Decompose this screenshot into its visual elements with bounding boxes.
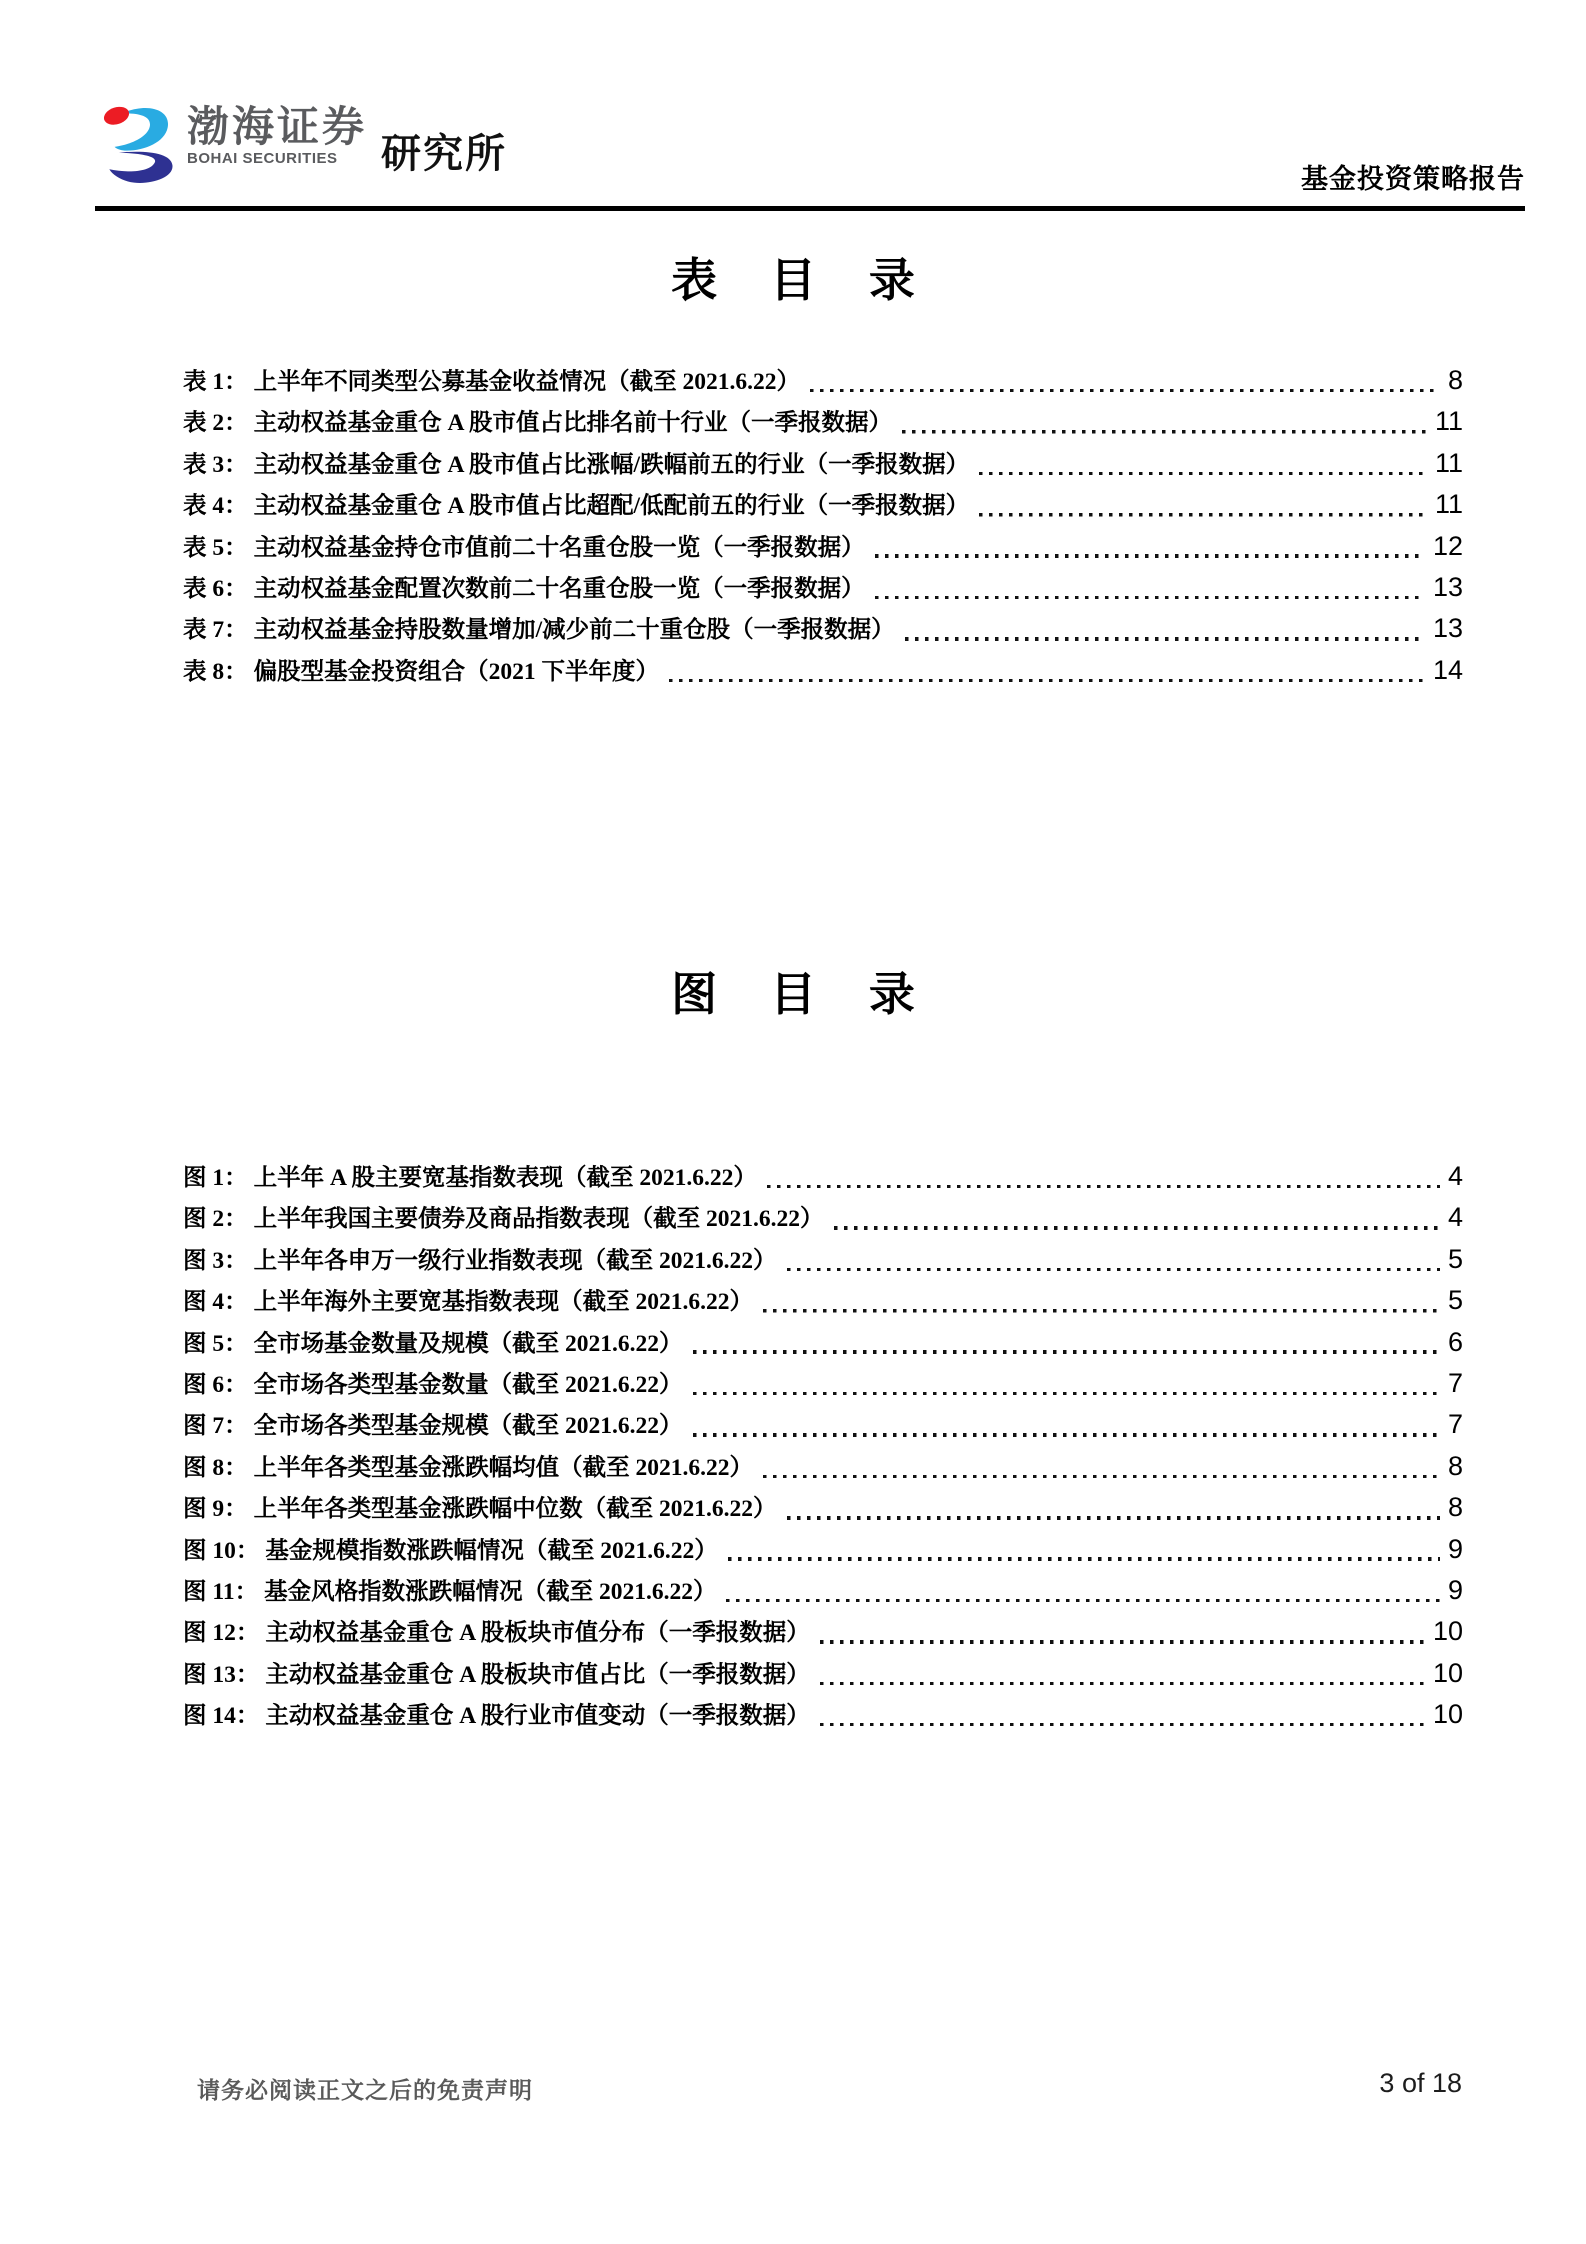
toc-page-number: 9 (1447, 1574, 1463, 1605)
toc-entry-text (183, 1531, 718, 1572)
toc-page-number: 10 (1432, 1616, 1463, 1647)
toc-leader-dots (728, 1557, 1440, 1561)
toc-entry[interactable] (183, 401, 1463, 442)
header (95, 96, 1525, 204)
toc-entry-text (183, 1199, 824, 1240)
toc-leader-dots (763, 1309, 1440, 1313)
toc-page-number: 8 (1447, 365, 1463, 395)
toc-leader-dots (902, 430, 1427, 434)
toc-entry-text (183, 528, 865, 569)
toc-entry[interactable] (183, 1280, 1463, 1321)
toc-leader-dots (820, 1722, 1425, 1726)
toc-entry-label: 图 9： (183, 1496, 248, 1523)
toc-entry-title: 全市场各类型基金规模（截至 2021.6.22） (253, 1413, 683, 1440)
toc-leader-dots (979, 513, 1427, 517)
toc-entry[interactable] (183, 650, 1463, 691)
toc-entry[interactable] (183, 1694, 1463, 1735)
toc-entry-title: 上半年我国主要债券及商品指数表现（截至 2021.6.22） (253, 1206, 824, 1233)
toc-entry-title: 基金规模指数涨跌幅情况（截至 2021.6.22） (265, 1537, 718, 1564)
toc-entry-label: 图 10： (183, 1537, 260, 1564)
toc-page-number: 8 (1447, 1450, 1463, 1481)
tables-toc-title: 表 目 录 (671, 255, 936, 306)
toc-entry[interactable] (183, 1363, 1463, 1404)
toc-entry[interactable] (183, 1570, 1463, 1611)
toc-entry-label: 图 8： (183, 1454, 248, 1481)
bohai-logo-mark-icon (95, 100, 181, 186)
toc-entry[interactable] (183, 1529, 1463, 1570)
toc-entry-label: 图 1： (183, 1165, 248, 1191)
toc-entry-label: 表 2： (183, 410, 248, 437)
toc-entry-label: 图 6： (183, 1371, 248, 1398)
toc-entry-text (183, 1655, 810, 1696)
toc-leader-dots (693, 1433, 1440, 1437)
toc-entry-text (183, 1406, 683, 1447)
toc-leader-dots (810, 388, 1440, 392)
toc-leader-dots (875, 554, 1425, 558)
toc-entry-text (183, 1489, 777, 1530)
toc-entry-title: 主动权益基金重仓 A 股行业市值变动（一季报数据） (265, 1703, 810, 1730)
toc-page-number: 12 (1432, 530, 1463, 561)
toc-leader-dots (820, 1681, 1425, 1685)
toc-entry-title: 上半年海外主要宽基指数表现（截至 2021.6.22） (253, 1289, 753, 1316)
toc-entry-text (183, 1241, 777, 1282)
toc-entry-label: 图 2： (183, 1206, 248, 1233)
tables-toc-list (183, 360, 1463, 691)
figures-toc-title: 图 目 录 (671, 969, 936, 1020)
toc-entry-text (183, 445, 969, 486)
brand-text (187, 106, 367, 168)
bohai-logo (95, 100, 507, 186)
toc-entry-title: 主动权益基金持仓市值前二十名重仓股一览（一季报数据） (253, 534, 865, 561)
toc-entry-text (183, 403, 892, 444)
toc-entry[interactable] (183, 526, 1463, 567)
toc-leader-dots (693, 1350, 1440, 1354)
toc-entry-text (183, 569, 865, 610)
toc-entry-text (183, 362, 800, 403)
toc-page-number: 8 (1447, 1492, 1463, 1523)
toc-entry-title: 全市场各类型基金数量（截至 2021.6.22） (253, 1371, 683, 1398)
toc-page-number: 11 (1434, 447, 1463, 478)
toc-entry-label: 表 3： (183, 451, 248, 478)
toc-leader-dots (875, 595, 1425, 599)
toc-entry-title: 上半年各类型基金涨跌幅中位数（截至 2021.6.22） (253, 1496, 777, 1523)
toc-entry-title: 主动权益基金重仓 A 股市值占比排名前十行业（一季报数据） (253, 410, 893, 437)
toc-page-number: 4 (1447, 1202, 1463, 1233)
toc-entry[interactable] (183, 1239, 1463, 1280)
toc-entry-label: 表 4： (183, 493, 248, 520)
toc-leader-dots (820, 1640, 1425, 1644)
header-rule (95, 206, 1525, 211)
toc-entry-label: 表 7： (183, 617, 248, 644)
brand-name-en: BOHAI SECURITIES (187, 150, 338, 167)
toc-entry-label: 图 11： (183, 1578, 259, 1605)
toc-entry-text (183, 1448, 753, 1489)
toc-entry[interactable] (183, 484, 1463, 525)
toc-entry[interactable] (183, 1322, 1463, 1363)
toc-entry-label: 表 6： (183, 575, 248, 602)
toc-leader-dots (787, 1516, 1440, 1520)
toc-leader-dots (787, 1267, 1440, 1271)
figures-toc-list (183, 1156, 1463, 1735)
toc-entry-label: 图 12： (183, 1620, 260, 1647)
toc-leader-dots (905, 637, 1425, 641)
toc-entry-title: 主动权益基金重仓 A 股市值占比涨幅/跌幅前五的行业（一季报数据） (253, 451, 970, 478)
toc-entry[interactable] (183, 1611, 1463, 1652)
footer-disclaimer: 请务必阅读正文之后的免责声明 (197, 2078, 533, 2103)
toc-entry-text (183, 652, 659, 693)
toc-entry[interactable] (183, 1653, 1463, 1694)
toc-entry-title: 上半年 A 股主要宽基指数表现（截至 2021.6.22） (253, 1165, 757, 1191)
toc-entry[interactable] (183, 567, 1463, 608)
toc-entry-label: 图 7： (183, 1413, 248, 1440)
toc-page-number: 7 (1447, 1367, 1463, 1398)
toc-page-number: 10 (1432, 1699, 1463, 1730)
toc-page-number: 7 (1447, 1409, 1463, 1440)
toc-entry-label: 表 5： (183, 534, 248, 561)
toc-entry[interactable] (183, 1197, 1463, 1238)
brand-name-cn: 渤海证券 (187, 105, 368, 151)
toc-leader-dots (763, 1474, 1440, 1478)
toc-entry[interactable] (183, 1156, 1463, 1197)
toc-page-number: 4 (1447, 1161, 1463, 1191)
toc-entry-label: 表 1： (183, 369, 248, 395)
toc-leader-dots (693, 1391, 1440, 1395)
toc-entry-label: 表 8： (183, 658, 248, 685)
toc-entry-title: 全市场基金数量及规模（截至 2021.6.22） (253, 1330, 683, 1357)
toc-entry[interactable] (183, 608, 1463, 649)
toc-entry-label: 图 5： (183, 1330, 248, 1357)
toc-entry-title: 上半年各类型基金涨跌幅均值（截至 2021.6.22） (253, 1454, 753, 1481)
toc-entry[interactable] (183, 1404, 1463, 1445)
toc-page-number: 11 (1434, 489, 1463, 520)
toc-page-number: 11 (1434, 406, 1463, 437)
toc-entry-title: 主动权益基金重仓 A 股板块市值占比（一季报数据） (265, 1661, 810, 1688)
toc-entry[interactable] (183, 1487, 1463, 1528)
toc-page-number: 6 (1447, 1326, 1463, 1357)
toc-page-number: 10 (1432, 1657, 1463, 1688)
toc-page-number: 13 (1432, 571, 1463, 602)
toc-entry-text (183, 1158, 757, 1199)
toc-leader-dots (669, 678, 1425, 682)
toc-entry-text (183, 1365, 683, 1406)
toc-entry-text (183, 1696, 810, 1737)
toc-leader-dots (834, 1226, 1440, 1230)
toc-entry-label: 图 4： (183, 1289, 248, 1316)
toc-page-number: 13 (1432, 613, 1463, 644)
toc-entry-text (183, 1324, 683, 1365)
toc-entry-text (183, 610, 895, 651)
toc-entry-title: 主动权益基金配置次数前二十名重仓股一览（一季报数据） (253, 575, 865, 602)
report-type-label: 基金投资策略报告 (1301, 164, 1525, 194)
toc-entry-title: 主动权益基金重仓 A 股市值占比超配/低配前五的行业（一季报数据） (253, 493, 970, 520)
toc-entry-title: 主动权益基金重仓 A 股板块市值分布（一季报数据） (265, 1620, 810, 1647)
toc-entry[interactable] (183, 360, 1463, 401)
footer-page-indicator: 3 of 18 (1379, 2068, 1462, 2098)
toc-entry-text (183, 1282, 753, 1323)
toc-entry-text (183, 1572, 716, 1613)
footer (197, 2066, 1462, 2106)
toc-leader-dots (767, 1184, 1440, 1188)
toc-entry-title: 主动权益基金持股数量增加/减少前二十重仓股（一季报数据） (253, 617, 895, 644)
toc-leader-dots (726, 1598, 1440, 1602)
toc-page-number: 14 (1432, 654, 1463, 685)
toc-page-number: 5 (1447, 1243, 1463, 1274)
toc-leader-dots (979, 471, 1427, 475)
toc-entry[interactable] (183, 1446, 1463, 1487)
toc-entry-title: 上半年不同类型公募基金收益情况（截至 2021.6.22） (253, 369, 800, 395)
toc-entry-title: 基金风格指数涨跌幅情况（截至 2021.6.22） (264, 1578, 717, 1605)
toc-page-number: 5 (1447, 1285, 1463, 1316)
toc-entry-title: 上半年各申万一级行业指数表现（截至 2021.6.22） (253, 1247, 777, 1274)
toc-entry[interactable] (183, 443, 1463, 484)
department-label: 研究所 (381, 132, 508, 176)
toc-entry-label: 图 3： (183, 1247, 248, 1274)
toc-entry-title: 偏股型基金投资组合（2021 下半年度） (253, 658, 659, 685)
toc-entry-label: 图 14： (183, 1703, 260, 1730)
toc-page-number: 9 (1447, 1533, 1463, 1564)
toc-entry-text (183, 1613, 810, 1654)
toc-entry-label: 图 13： (183, 1661, 260, 1688)
toc-entry-text (183, 486, 969, 527)
